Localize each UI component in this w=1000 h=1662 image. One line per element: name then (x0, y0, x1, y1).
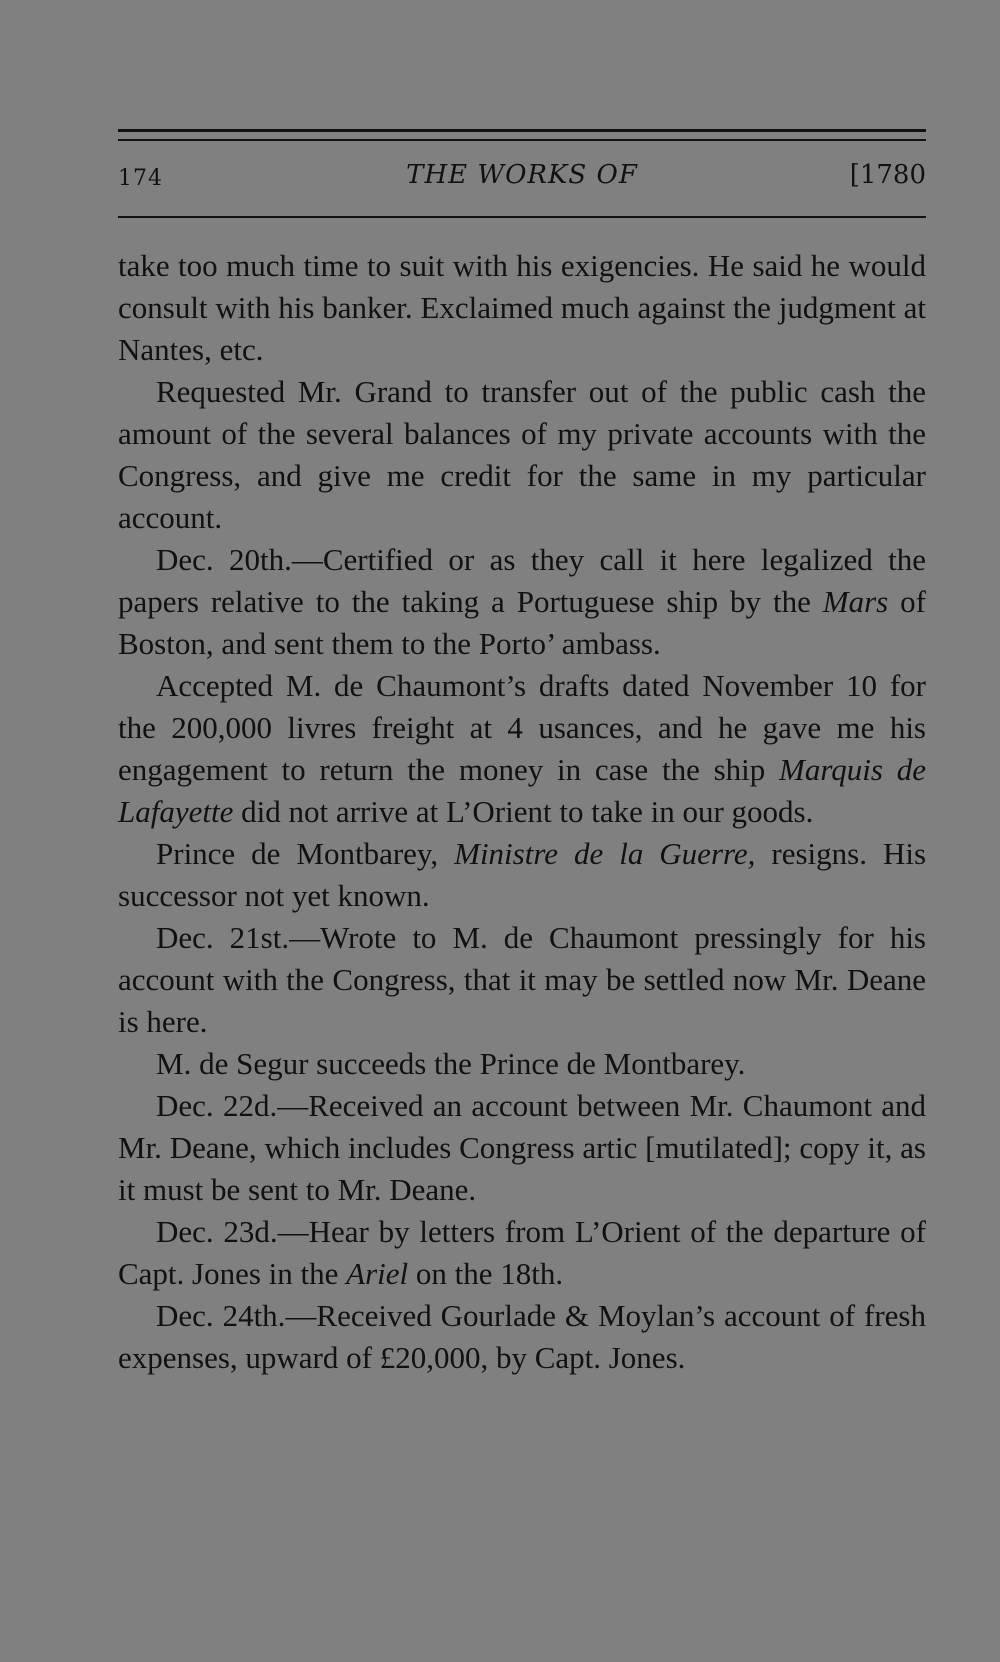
paragraph: Dec. 22d.—Received an account between Mr. Chaumont and Mr. Deane, which includes Congress artic [mutilated]; copy it, as it must be sent to Mr. Deane. (118, 1088, 926, 1207)
paragraph: Requested Mr. Grand to transfer out of the public cash the amount of the several balances of my private accounts with the Congress, and give me credit for the same in my particular account. (118, 374, 926, 535)
title-italic: Ministre de la Guerre, (454, 836, 756, 871)
body-text (118, 245, 926, 1379)
paragraph: Dec. 23d.—Hear by letters from L’Orient of the departure of Capt. Jones in the Ariel on the 18th. (118, 1214, 926, 1291)
running-title: THE WORKS OF (406, 160, 638, 190)
paragraph: take too much time to suit with his exigencies. He said he would consult with his banker. Exclaimed much against the judgment at Nantes, etc. (118, 248, 926, 367)
top-rule-thin (118, 139, 926, 141)
ship-name: Marquis de Lafayette (118, 752, 926, 829)
page-number: 174 (118, 166, 163, 191)
book-page (118, 0, 926, 1662)
running-head (118, 158, 926, 198)
paragraph: Accepted M. de Chaumont’s drafts dated November 10 for the 200,000 livres freight at 4 usances, and he gave me his engagement to return the money in case the ship Marquis de Lafayette did not arrive at L’Orient to take in our goods. (118, 668, 926, 829)
running-year: [1780 (849, 160, 926, 190)
paragraph: Dec. 24th.—Received Gourlade & Moylan’s account of fresh expenses, upward of £20,000, by Capt. Jones. (118, 1298, 926, 1375)
paragraph: Dec. 21st.—Wrote to M. de Chaumont pressingly for his account with the Congress, that it may be settled now Mr. Deane is here. (118, 920, 926, 1039)
paragraph: M. de Segur succeeds the Prince de Montbarey. (156, 1046, 746, 1081)
top-rule-thick (118, 129, 926, 132)
ship-name: Ariel (346, 1256, 409, 1291)
paragraph: Prince de Montbarey, Ministre de la Guerre, resigns. His successor not yet known. (118, 836, 927, 913)
paragraph: Dec. 20th.—Certified or as they call it here legalized the papers relative to the taking a Portuguese ship by the Mars of Boston, and sent them to the Porto’ ambass. (118, 542, 926, 661)
ship-name: Mars (822, 584, 889, 619)
header-rule (118, 216, 926, 218)
